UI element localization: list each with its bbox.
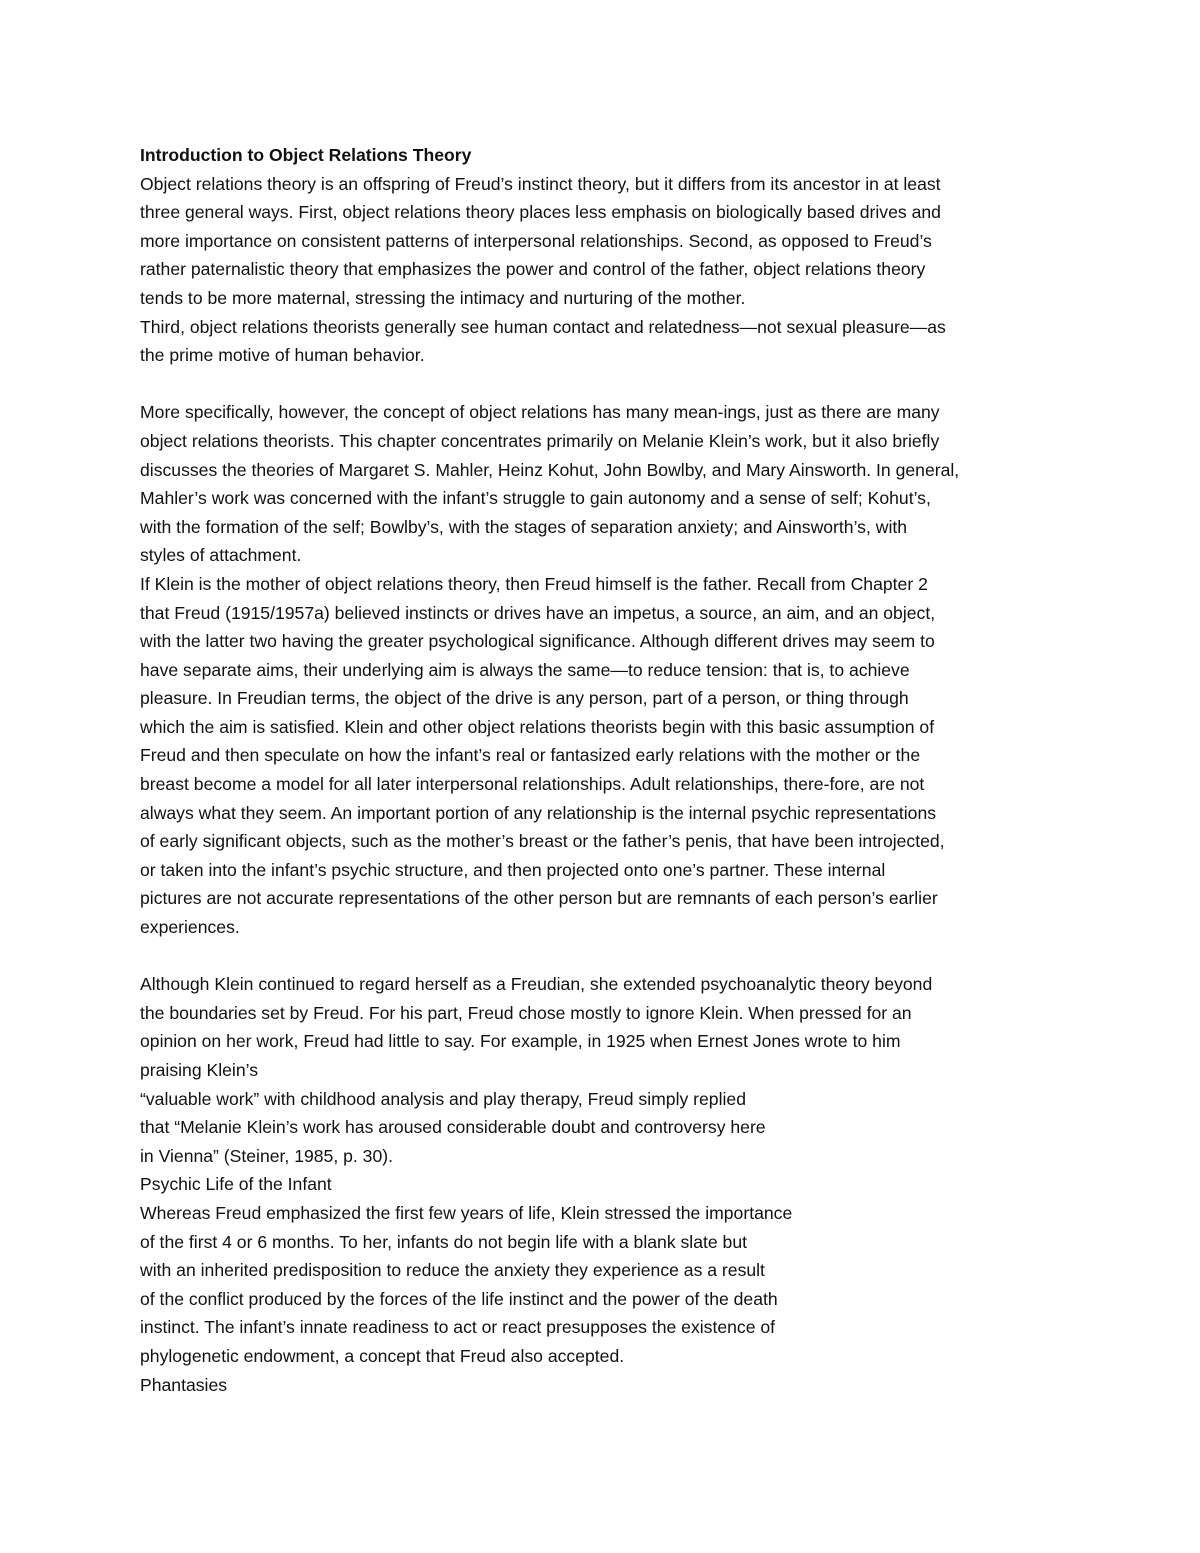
blank-line <box>140 942 1080 971</box>
text-line: Freud and then speculate on how the infant’s real or fantasized early relations with the mother or the <box>140 745 921 766</box>
document-body <box>140 141 1080 1399</box>
text-line: Psychic Life of the Infant <box>140 1174 332 1195</box>
text-line: Mahler’s work was concerned with the infant’s struggle to gain autonomy and a sense of self; Kohut’s, <box>140 488 931 509</box>
blank-line <box>140 370 1080 399</box>
text-line: opinion on her work, Freud had little to say. For example, in 1925 when Ernest Jones wrote to him <box>140 1031 901 1052</box>
text-line: of the conflict produced by the forces of the life instinct and the power of the death <box>140 1288 778 1309</box>
text-line: with the formation of the self; Bowlby’s, with the stages of separation anxiety; and Ainsworth’s, with <box>140 516 908 537</box>
text-line: always what they seem. An important portion of any relationship is the internal psychic representations <box>140 802 937 823</box>
text-line: pleasure. In Freudian terms, the object of the drive is any person, part of a person, or thing through <box>140 688 909 709</box>
text-line: Phantasies <box>140 1374 228 1395</box>
text-line: which the aim is satisfied. Klein and other object relations theorists begin with this basic assumption of <box>140 716 935 737</box>
text-line: more importance on consistent patterns of interpersonal relationships. Second, as opposed to Freud’s <box>140 230 932 251</box>
text-line: If Klein is the mother of object relations theory, then Freud himself is the father. Recall from Chapter 2 <box>140 573 928 594</box>
document-title: Introduction to Object Relations Theory <box>140 145 472 165</box>
text-line: experiences. <box>140 917 240 938</box>
text-line: that Freud (1915/1957a) believed instincts or drives have an impetus, a source, an aim, and an object, <box>140 602 936 623</box>
document-lines <box>140 170 1080 1400</box>
text-line: discusses the theories of Margaret S. Mahler, Heinz Kohut, John Bowlby, and Mary Ainsworth. In general, <box>140 459 960 480</box>
text-line: object relations theorists. This chapter concentrates primarily on Melanie Klein’s work, but it also briefly <box>140 430 940 451</box>
text-line: have separate aims, their underlying aim is always the same—to reduce tension: that is, to achieve <box>140 659 910 680</box>
text-line: tends to be more maternal, stressing the intimacy and nurturing of the mother. <box>140 287 746 308</box>
text-line: of early significant objects, such as the mother’s breast or the father’s penis, that have been introjected, <box>140 831 945 852</box>
text-line: or taken into the infant’s psychic structure, and then projected onto one’s partner. These internal <box>140 859 886 880</box>
text-line: “valuable work” with childhood analysis and play therapy, Freud simply replied <box>140 1088 746 1109</box>
text-line: three general ways. First, object relations theory places less emphasis on biologically based drives and <box>140 202 941 223</box>
text-line: instinct. The infant’s innate readiness to act or react presupposes the existence of <box>140 1317 776 1338</box>
text-line: the prime motive of human behavior. <box>140 345 425 366</box>
text-line: breast become a model for all later interpersonal relationships. Adult relationships, there-fore, are not <box>140 774 925 795</box>
text-line: rather paternalistic theory that emphasizes the power and control of the father, object relations theory <box>140 259 926 280</box>
text-line: that “Melanie Klein’s work has aroused considerable doubt and controversy here <box>140 1117 766 1138</box>
text-line: Third, object relations theorists generally see human contact and relatedness—not sexual pleasure—as <box>140 316 946 337</box>
text-line: with an inherited predisposition to reduce the anxiety they experience as a result <box>140 1260 765 1281</box>
text-line: of the first 4 or 6 months. To her, infants do not begin life with a blank slate but <box>140 1231 748 1252</box>
text-line: in Vienna” (Steiner, 1985, p. 30). <box>140 1145 393 1166</box>
text-line: Whereas Freud emphasized the first few years of life, Klein stressed the importance <box>140 1202 793 1223</box>
text-line: styles of attachment. <box>140 545 302 566</box>
text-line: phylogenetic endowment, a concept that Freud also accepted. <box>140 1345 625 1366</box>
text-line: Although Klein continued to regard herself as a Freudian, she extended psychoanalytic theory beyond <box>140 974 933 995</box>
text-line: with the latter two having the greater psychological significance. Although different drives may seem to <box>140 631 935 652</box>
text-line: Object relations theory is an offspring of Freud’s instinct theory, but it differs from its ancestor in at least <box>140 173 941 194</box>
text-line: pictures are not accurate representations of the other person but are remnants of each person’s earlier <box>140 888 938 909</box>
text-line: More specifically, however, the concept of object relations has many mean-ings, just as there are many <box>140 402 940 423</box>
text-line: praising Klein’s <box>140 1060 259 1080</box>
text-line: the boundaries set by Freud. For his part, Freud chose mostly to ignore Klein. When pressed for an <box>140 1002 912 1023</box>
